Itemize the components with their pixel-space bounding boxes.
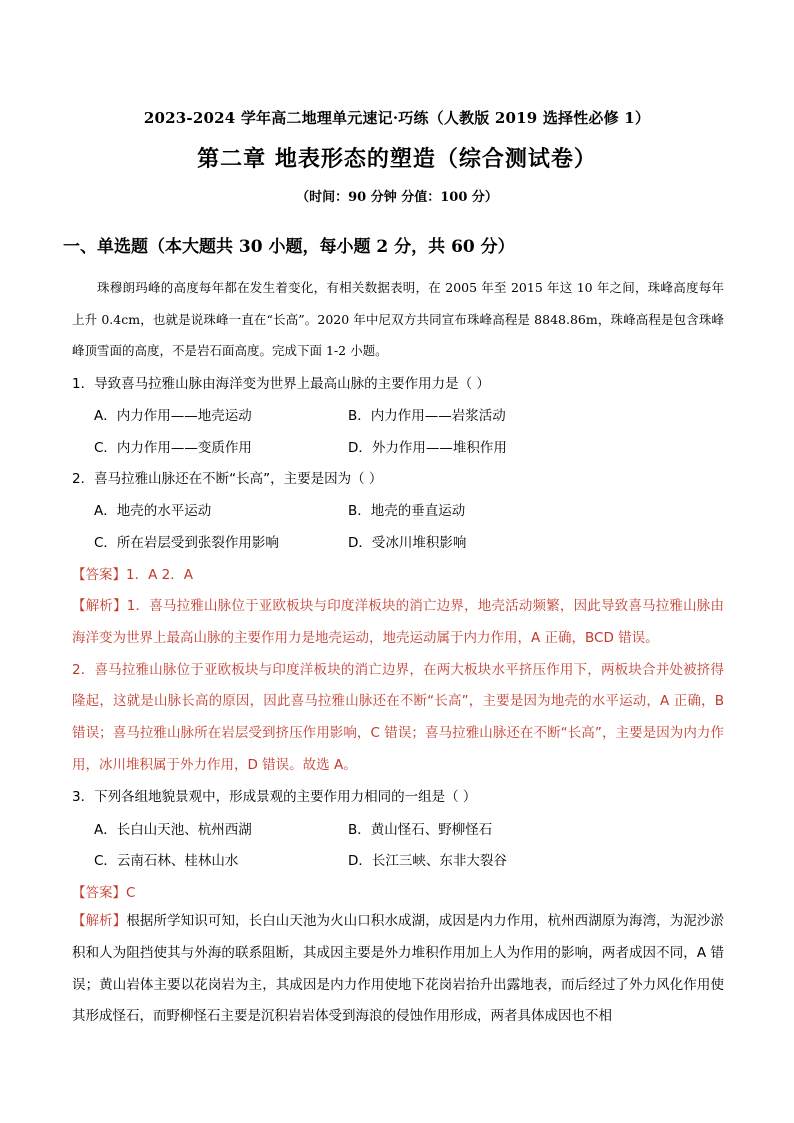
question-2-option-a: A．地壳的水平运动 (94, 503, 212, 519)
question-1-option-c: C．内力作用——变质作用 (94, 440, 252, 456)
question-3-option-d: D．长江三峡、东非大裂谷 (348, 853, 507, 869)
section-heading: 一、单选题（本大题共 30 小题，每小题 2 分，共 60 分） (63, 237, 515, 257)
question-2-option-b: B．地壳的垂直运动 (348, 503, 466, 519)
question-1-option-d: D．外力作用——堆积作用 (348, 440, 507, 456)
answer-tag: 【答案】 (72, 567, 126, 583)
question-2-option-c: C．所在岩层受到张裂作用影响 (94, 535, 279, 551)
document-title: 第二章 地表形态的塑造（综合测试卷） (197, 146, 597, 172)
analysis-1-paragraph (72, 591, 724, 655)
reading-passage: 珠穆朗玛峰的高度每年都在发生着变化，有相关数据表明，在 2005 年至 2015 年这 10 年之间，珠峰高度每年上升 0.4cm，也就是说珠峰一直在“长高”。2020 年中尼双方共同宣布珠峰高程是 8848.86m，珠峰高程是包含珠峰峰顶雪面的高度，不是岩石面高度。完成下面 1-2 小题。 (72, 280, 724, 358)
analysis-3 (72, 906, 724, 1033)
analysis-3-text: 根据所学知识可知，长白山天池为火山口积水成湖，成因是内力作用，杭州西湖原为海湾，为泥沙淤积和人为阻挡使其与外海的联系阻断，其成因主要是外力堆积作用加上人为作用的影响，两者成因不同，A 错误；黄山岩体主要以花岗岩为主，其成因是内力作用使地下花岗岩抬升出露地表，而后经过了外力风化作用使其形成怪石，而野柳怪石主要是沉积岩岩体受到海浪的侵蚀作用形成，两者具体成因也不相 (72, 913, 725, 1025)
question-1-stem: 1．导致喜马拉雅山脉由海洋变为世界上最高山脉的主要作用力是（ ） (72, 376, 490, 392)
analysis-1-text: 1．喜马拉雅山脉位于亚欧板块与印度洋板块的消亡边界，地壳活动频繁，因此导致喜马拉雅山脉由海洋变为世界上最高山脉的主要作用力是地壳运动，地壳运动属于内力作用，A 正确，BCD 错误。 (72, 598, 725, 646)
answer-text: C (126, 885, 136, 901)
question-3-option-c: C．云南石林、桂林山水 (94, 853, 239, 869)
analysis-1-2 (72, 591, 724, 782)
question-3-stem: 3．下列各组地貌景观中，形成景观的主要作用力相同的一组是（ ） (72, 789, 477, 805)
question-1-option-a: A．内力作用——地壳运动 (94, 408, 252, 424)
exam-meta: （时间：90 分钟 分值：100 分） (296, 190, 498, 205)
analysis-2-paragraph: 2．喜马拉雅山脉位于亚欧板块与印度洋板块的消亡边界，在两大板块水平挤压作用下，两板块合并处被挤得隆起，这就是山脉长高的原因，因此喜马拉雅山脉还在不断“长高”，主要是因为地壳的水平运动，A 正确，B 错误；喜马拉雅山脉所在岩层受到挤压作用影响，C 错误；喜马拉雅山脉还在不断“长高”，主要是因为内力作用，冰川堆积属于外力作用，D 错误。故选 A。 (72, 661, 724, 773)
answer-1-2 (72, 563, 193, 583)
question-3-option-b: B．黄山怪石、野柳怪石 (348, 822, 493, 838)
answer-text: 1．A 2．A (126, 567, 193, 583)
answer-3 (72, 881, 135, 901)
question-3-option-a: A．长白山天池、杭州西湖 (94, 822, 252, 838)
analysis-tag: 【解析】 (72, 598, 127, 614)
answer-tag: 【答案】 (72, 885, 126, 901)
document-subtitle: 2023-2024 学年高二地理单元速记·巧练（人教版 2019 选择性必修 1） (143, 109, 651, 127)
question-1-option-b: B．内力作用——岩浆活动 (348, 408, 506, 424)
question-2-option-d: D．受冰川堆积影响 (348, 535, 467, 551)
analysis-tag: 【解析】 (72, 913, 127, 929)
question-2-stem: 2．喜马拉雅山脉还在不断“长高”，主要是因为（ ） (72, 471, 383, 487)
